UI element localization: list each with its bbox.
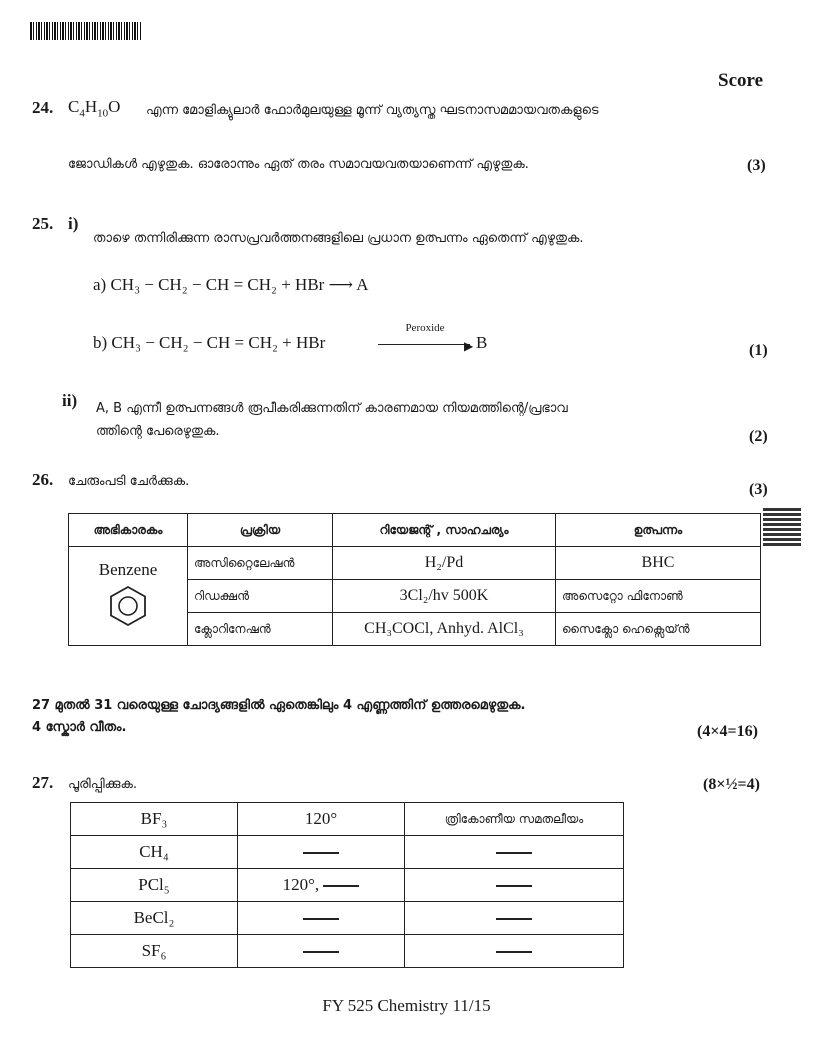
table-row: [71, 935, 624, 968]
shape-cell: ത്രികോണീയ സമതലീയം: [405, 803, 624, 836]
equation-b-lhs: b) CH₃ − CH₂ − CH = CH₂ + HBr: [93, 333, 326, 352]
blank-line: [303, 918, 339, 920]
question-26-number: 26.: [32, 470, 54, 489]
equation-a: a) CH₃ − CH₂ − CH = CH₂ + HBr ⟶ A: [93, 275, 369, 294]
product-cell: അസെറ്റോ ഫിനോൺ: [556, 580, 761, 613]
blank-line: [496, 885, 532, 887]
molecule-cell: BeCl₂: [71, 902, 238, 935]
angle-cell: 120°,: [238, 869, 405, 902]
question-25-number: 25.: [32, 214, 54, 233]
molecule-cell: PCl₅: [71, 869, 238, 902]
process-cell: ക്ലോറിനേഷൻ: [188, 613, 333, 646]
question-27-mark: (8×½=4): [703, 776, 760, 793]
reactant-name: Benzene: [98, 559, 158, 579]
question-24-mark: (3): [747, 157, 766, 174]
page-footer: FY 525 Chemistry 11/15: [322, 996, 491, 1015]
question-25-mark1: (1): [749, 342, 768, 359]
header-reactant: അഭികാരകം: [69, 514, 188, 547]
match-table: [68, 513, 761, 646]
angle-cell: [238, 836, 405, 869]
table-row: [71, 803, 624, 836]
qr-code-icon: [763, 508, 801, 546]
shape-table: [70, 802, 624, 968]
arrow-head-icon: ▶: [464, 339, 474, 353]
question-27-text: പൂരിപ്പിക്കുക.: [68, 777, 138, 792]
blank-line: [496, 852, 532, 854]
question-25-part1-label: i): [68, 214, 79, 233]
question-25-part2-line1: A, B എന്നീ ഉത്പന്നങ്ങൾ രൂപീകരിക്കുന്നതിന് കാരണമായ നിയമത്തിന്റെ/പ്രഭാവ: [96, 401, 568, 416]
process-cell: അസിറ്റൈലേഷൻ: [188, 547, 333, 580]
question-27-number: 27.: [32, 773, 54, 792]
table-row: [69, 547, 761, 580]
molecule-cell: BF₃: [71, 803, 238, 836]
angle-cell: [238, 935, 405, 968]
angle-cell: [238, 902, 405, 935]
shape-cell: [405, 869, 624, 902]
equation-b-arrow: [378, 344, 470, 345]
shape-cell: [405, 902, 624, 935]
blank-line: [323, 885, 359, 887]
benzene-ring-icon: [108, 584, 148, 628]
question-24-formula: $C_4H_{10}O$: [68, 97, 121, 120]
blank-line: [496, 918, 532, 920]
molecule-cell: CH₄: [71, 836, 238, 869]
shape-cell: [405, 935, 624, 968]
question-25-part2-label: ii): [62, 391, 78, 410]
reactant-cell: [69, 547, 188, 646]
question-25-part1-text: താഴെ തന്നിരിക്കുന്ന രാസപ്രവർത്തനങ്ങളിലെ പ്രധാന ഉത്പന്നം ഏതെന്ന് എഴുതുക.: [93, 231, 584, 246]
table-row: [71, 836, 624, 869]
reagent-cell: 3Cl₂/hv 500K: [333, 580, 556, 613]
header-reagent: റിയേജന്റ് , സാഹചര്യം: [333, 514, 556, 547]
question-24-number: 24.: [32, 98, 54, 117]
instruction-line2: 4 സ്കോർ വീതം.: [32, 720, 127, 735]
product-cell: BHC: [556, 547, 761, 580]
table-row: [71, 869, 624, 902]
equation-b-catalyst: Peroxide: [405, 322, 445, 334]
table-header-row: [69, 514, 761, 547]
score-label: Score: [718, 70, 764, 91]
header-product: ഉത്പന്നം: [556, 514, 761, 547]
question-25-mark2: (2): [749, 428, 768, 445]
question-26-text: ചേരുംപടി ചേർക്കുക.: [68, 474, 190, 489]
blank-line: [496, 951, 532, 953]
molecule-cell: SF₆: [71, 935, 238, 968]
blank-line: [303, 951, 339, 953]
equation-b-rhs: B: [476, 333, 488, 352]
reagent-cell: H₂/Pd: [333, 547, 556, 580]
table-row: [71, 902, 624, 935]
product-cell: സൈക്ലോ ഹെക്സെയ്ൻ: [556, 613, 761, 646]
blank-line: [303, 852, 339, 854]
header-process: പ്രക്രിയ: [188, 514, 333, 547]
reagent-cell: CH₃COCl, Anhyd. AlCl₃: [333, 613, 556, 646]
angle-cell: 120°: [238, 803, 405, 836]
shape-cell: [405, 836, 624, 869]
instruction-line1: 27 മുതൽ 31 വരെയുള്ള ചോദ്യങ്ങളിൽ ഏതെങ്കിലും 4 എണ്ണത്തിന് ഉത്തരമെഴുതുക.: [32, 698, 526, 713]
question-24-line1: എന്ന മോളിക്യുലാർ ഫോർമുലയുള്ള മൂന്ന് വ്യത്യസ്ത ഘടനാസമമായവതകളുടെ: [146, 103, 599, 118]
question-26-mark: (3): [749, 481, 768, 498]
question-24-line2: ജോഡികൾ എഴുതുക. ഓരോന്നും ഏത് തരം സമാവയവതയാണെന്ന് എഴുതുക.: [68, 157, 529, 172]
question-25-part2-line2: ത്തിന്റെ പേരെഴുതുക.: [96, 424, 220, 439]
process-cell: റിഡക്ഷൻ: [188, 580, 333, 613]
instruction-mark: (4×4=16): [697, 723, 758, 740]
barcode: [30, 22, 142, 40]
